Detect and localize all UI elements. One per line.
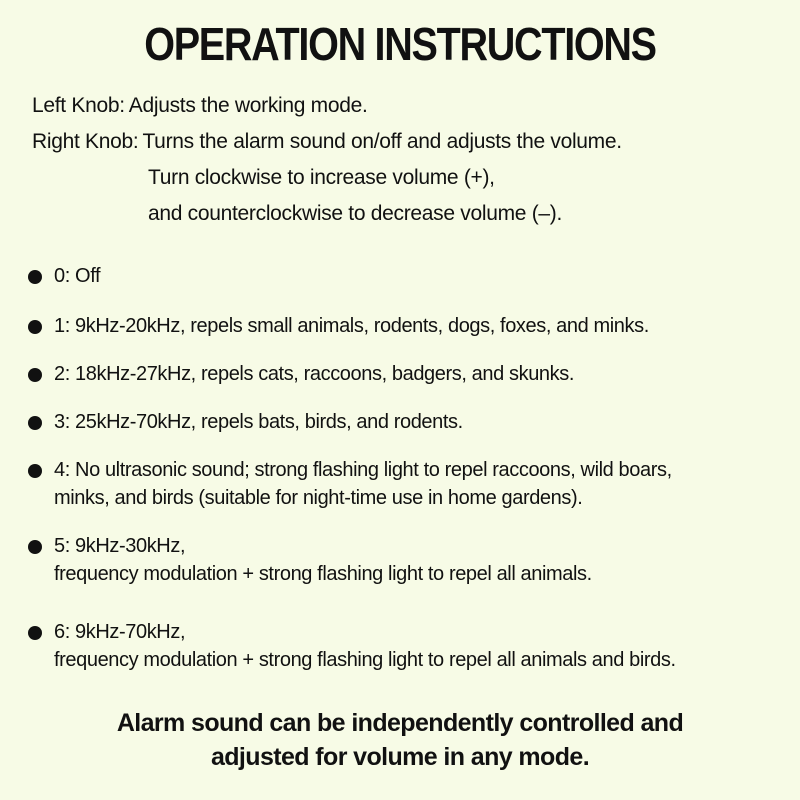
mode-6-line-2: frequency modulation + strong flashing light to repel all animals and birds. — [54, 649, 676, 671]
mode-5-line-1: 5: 9kHz-30kHz, — [54, 535, 186, 557]
knob-instructions — [32, 88, 772, 232]
bullet-icon — [28, 270, 42, 284]
page-title: OPERATION INSTRUCTIONS — [144, 18, 656, 70]
bullet-icon — [28, 320, 42, 334]
bullet-icon — [28, 416, 42, 430]
mode-6-line-1: 6: 9kHz-70kHz, — [54, 621, 186, 643]
bullet-icon — [28, 464, 42, 478]
mode-item — [28, 312, 649, 340]
mode-5-line-2: frequency modulation + strong flashing light to repel all animals. — [54, 563, 592, 585]
footer-line-2: adjusted for volume in any mode. — [210, 743, 590, 771]
mode-item — [28, 360, 574, 388]
mode-2-line-1: 2: 18kHz-27kHz, repels cats, raccoons, badgers, and skunks. — [54, 363, 574, 385]
left-knob-row — [32, 88, 772, 124]
mode-1-line-1: 1: 9kHz-20kHz, repels small animals, rodents, dogs, foxes, and minks. — [54, 315, 649, 337]
right-knob-text-1: Turns the alarm sound on/off and adjusts the volume. — [142, 130, 622, 153]
mode-item — [28, 532, 592, 588]
right-knob-text-3: and counterclockwise to decrease volume (–). — [148, 202, 563, 225]
footer-line-1: Alarm sound can be independently controlled and — [116, 709, 684, 737]
mode-0-line-1: 0: Off — [54, 265, 101, 287]
left-knob-text: Adjusts the working mode. — [128, 94, 368, 117]
mode-4-line-2: minks, and birds (suitable for night-time use in home gardens). — [54, 487, 583, 509]
left-knob-label: Left Knob: — [32, 94, 125, 117]
mode-item — [28, 456, 672, 512]
bullet-icon — [28, 626, 42, 640]
bullet-icon — [28, 540, 42, 554]
footer-note — [0, 706, 800, 774]
bullet-icon — [28, 368, 42, 382]
right-knob-row — [32, 124, 772, 160]
mode-item — [28, 262, 100, 290]
mode-3-line-1: 3: 25kHz-70kHz, repels bats, birds, and rodents. — [54, 411, 463, 433]
mode-item — [28, 408, 463, 436]
mode-4-line-1: 4: No ultrasonic sound; strong flashing light to repel raccoons, wild boars, — [54, 459, 672, 481]
right-knob-text-2: Turn clockwise to increase volume (+), — [148, 166, 495, 189]
mode-item — [28, 618, 676, 674]
right-knob-label: Right Knob: — [32, 130, 139, 153]
